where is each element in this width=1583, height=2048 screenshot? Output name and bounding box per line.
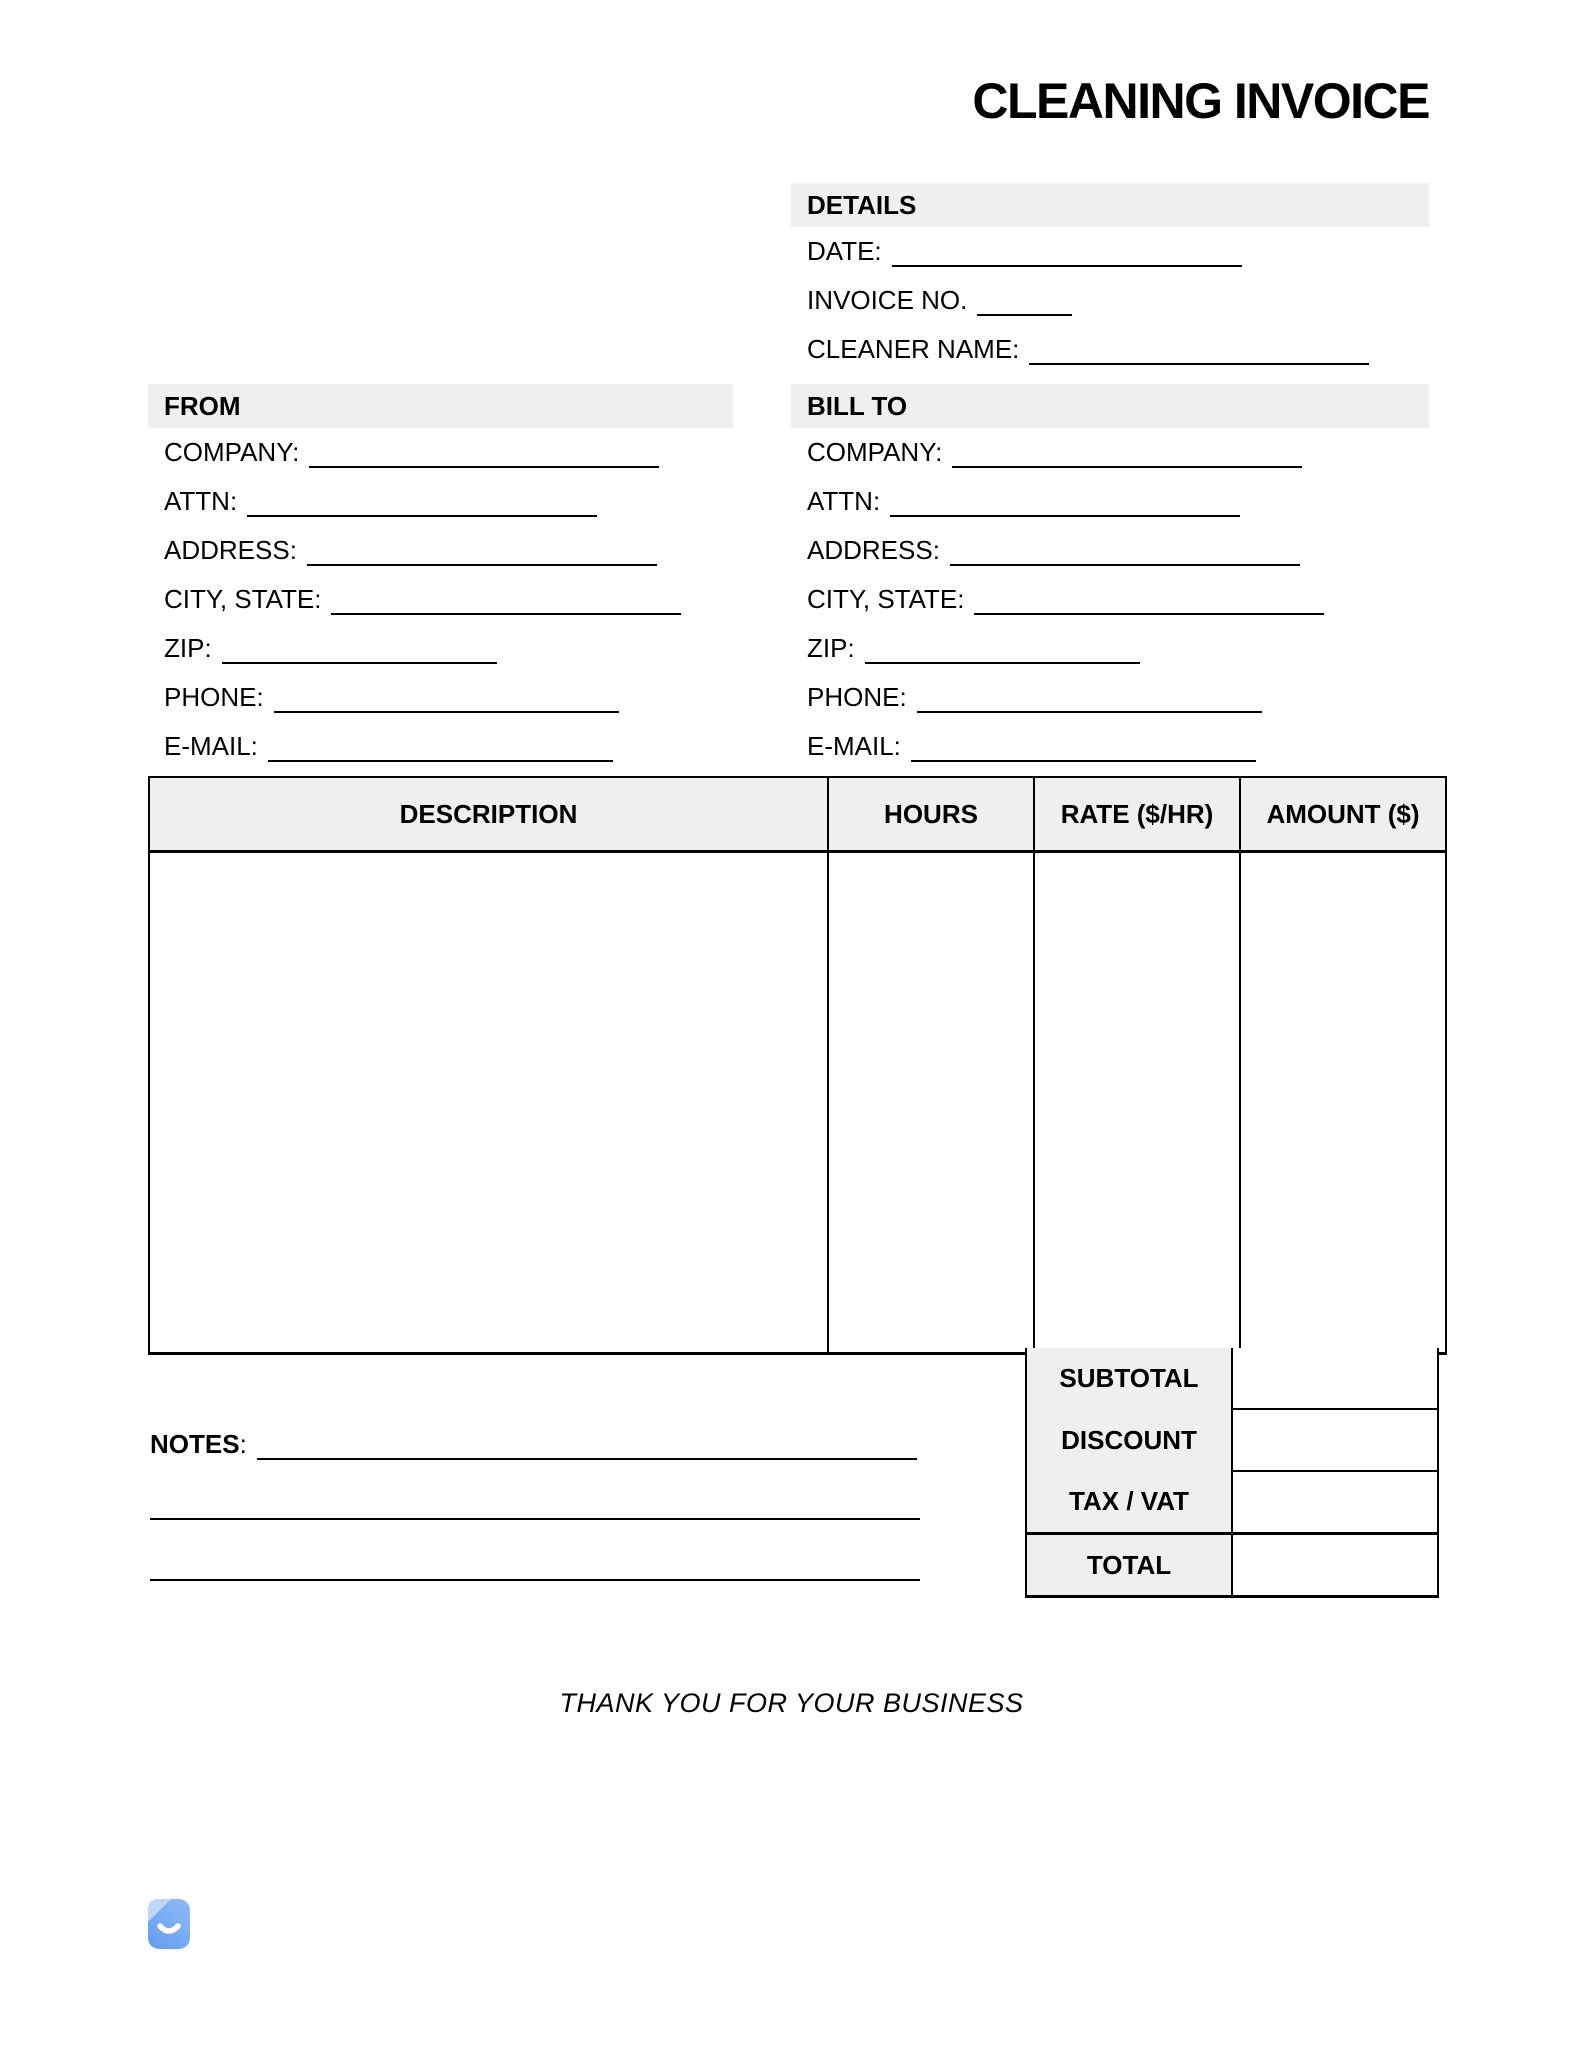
- billto-city-state-input-line[interactable]: [974, 583, 1324, 615]
- from-attn-input-line[interactable]: [247, 485, 597, 517]
- from-city-state-input-line[interactable]: [331, 583, 681, 615]
- billto-company-input-line[interactable]: [952, 436, 1302, 468]
- from-attn-label: ATTN:: [164, 486, 238, 516]
- items-table-body-row: [149, 852, 1446, 1354]
- notes-input-line-3[interactable]: [150, 1579, 920, 1581]
- billto-address-label: ADDRESS:: [807, 535, 940, 565]
- billto-city-state-label: CITY, STATE:: [807, 584, 965, 614]
- notes-label: NOTES: [150, 1429, 240, 1459]
- field-row-from-email: [148, 722, 733, 771]
- details-header: DETAILS: [791, 183, 1429, 227]
- total-value-cell[interactable]: [1232, 1534, 1438, 1597]
- invoice-no-label: INVOICE NO.: [807, 285, 968, 315]
- discount-value-cell[interactable]: [1232, 1409, 1438, 1471]
- subtotal-row: [1026, 1348, 1438, 1409]
- billto-email-label: E-MAIL:: [807, 731, 901, 761]
- column-header-hours: HOURS: [828, 777, 1034, 852]
- field-row-billto-zip: [791, 624, 1429, 673]
- thank-you-note: THANK YOU FOR YOUR BUSINESS: [559, 1688, 1024, 1718]
- amount-cell[interactable]: [1240, 852, 1446, 1354]
- from-zip-label: ZIP:: [164, 633, 212, 663]
- description-cell[interactable]: [149, 852, 828, 1354]
- field-row-billto-company: [791, 428, 1429, 477]
- billto-attn-input-line[interactable]: [890, 485, 1240, 517]
- total-label: TOTAL: [1026, 1534, 1232, 1597]
- from-address-label: ADDRESS:: [164, 535, 297, 565]
- billto-phone-label: PHONE:: [807, 682, 907, 712]
- field-row-from-address: [148, 526, 733, 575]
- column-header-rate: RATE ($/HR): [1034, 777, 1240, 852]
- from-address-input-line[interactable]: [307, 534, 657, 566]
- field-row-from-company: [148, 428, 733, 477]
- tax-vat-label: TAX / VAT: [1026, 1471, 1232, 1534]
- from-section: [148, 384, 733, 771]
- notes-section: [150, 1424, 917, 1464]
- billto-email-input-line[interactable]: [911, 730, 1256, 762]
- bill-to-section: [791, 384, 1429, 771]
- column-header-description: DESCRIPTION: [149, 777, 828, 852]
- from-company-input-line[interactable]: [309, 436, 659, 468]
- from-header: FROM: [148, 384, 733, 428]
- from-email-label: E-MAIL:: [164, 731, 258, 761]
- billto-zip-label: ZIP:: [807, 633, 855, 663]
- field-row-from-phone: [148, 673, 733, 722]
- discount-label: DISCOUNT: [1026, 1409, 1232, 1471]
- cleaner-name-input-line[interactable]: [1029, 333, 1369, 365]
- field-row-invoice-no: [791, 276, 1429, 325]
- total-row: [1026, 1534, 1438, 1597]
- from-city-state-label: CITY, STATE:: [164, 584, 322, 614]
- rate-cell[interactable]: [1034, 852, 1240, 1354]
- bill-to-header: BILL TO: [791, 384, 1429, 428]
- field-row-billto-email: [791, 722, 1429, 771]
- from-phone-label: PHONE:: [164, 682, 264, 712]
- field-row-from-city-state: [148, 575, 733, 624]
- field-row-date: [791, 227, 1429, 276]
- tax-vat-value-cell[interactable]: [1232, 1471, 1438, 1534]
- totals-table: [1025, 1348, 1439, 1598]
- date-label: DATE:: [807, 236, 882, 266]
- invoice-no-input-line[interactable]: [977, 284, 1072, 316]
- cleaner-name-label: CLEANER NAME:: [807, 334, 1020, 364]
- from-email-input-line[interactable]: [268, 730, 613, 762]
- subtotal-value-cell[interactable]: [1232, 1348, 1438, 1409]
- items-table-header-row: [149, 777, 1446, 852]
- discount-row: [1026, 1409, 1438, 1471]
- notes-input-line-2[interactable]: [150, 1518, 920, 1520]
- field-row-billto-address: [791, 526, 1429, 575]
- column-header-amount: AMOUNT ($): [1240, 777, 1446, 852]
- billto-company-label: COMPANY:: [807, 437, 943, 467]
- billto-address-input-line[interactable]: [950, 534, 1300, 566]
- subtotal-label: SUBTOTAL: [1026, 1348, 1232, 1409]
- billto-attn-label: ATTN:: [807, 486, 881, 516]
- notes-input-line-1[interactable]: [257, 1428, 917, 1460]
- from-company-label: COMPANY:: [164, 437, 300, 467]
- billto-phone-input-line[interactable]: [917, 681, 1262, 713]
- notes-colon: :: [239, 1429, 247, 1459]
- billto-zip-input-line[interactable]: [865, 632, 1140, 664]
- from-phone-input-line[interactable]: [274, 681, 619, 713]
- page-title: CLEANING INVOICE: [972, 73, 1429, 129]
- field-row-cleaner-name: [791, 325, 1429, 374]
- field-row-billto-city-state: [791, 575, 1429, 624]
- tax-vat-row: [1026, 1471, 1438, 1534]
- from-zip-input-line[interactable]: [222, 632, 497, 664]
- field-row-from-zip: [148, 624, 733, 673]
- date-input-line[interactable]: [892, 235, 1242, 267]
- smiling-document-logo-icon: [148, 1899, 190, 1949]
- details-section: [791, 183, 1429, 374]
- hours-cell[interactable]: [828, 852, 1034, 1354]
- items-table: [148, 776, 1447, 1355]
- field-row-billto-phone: [791, 673, 1429, 722]
- field-row-from-attn: [148, 477, 733, 526]
- field-row-billto-attn: [791, 477, 1429, 526]
